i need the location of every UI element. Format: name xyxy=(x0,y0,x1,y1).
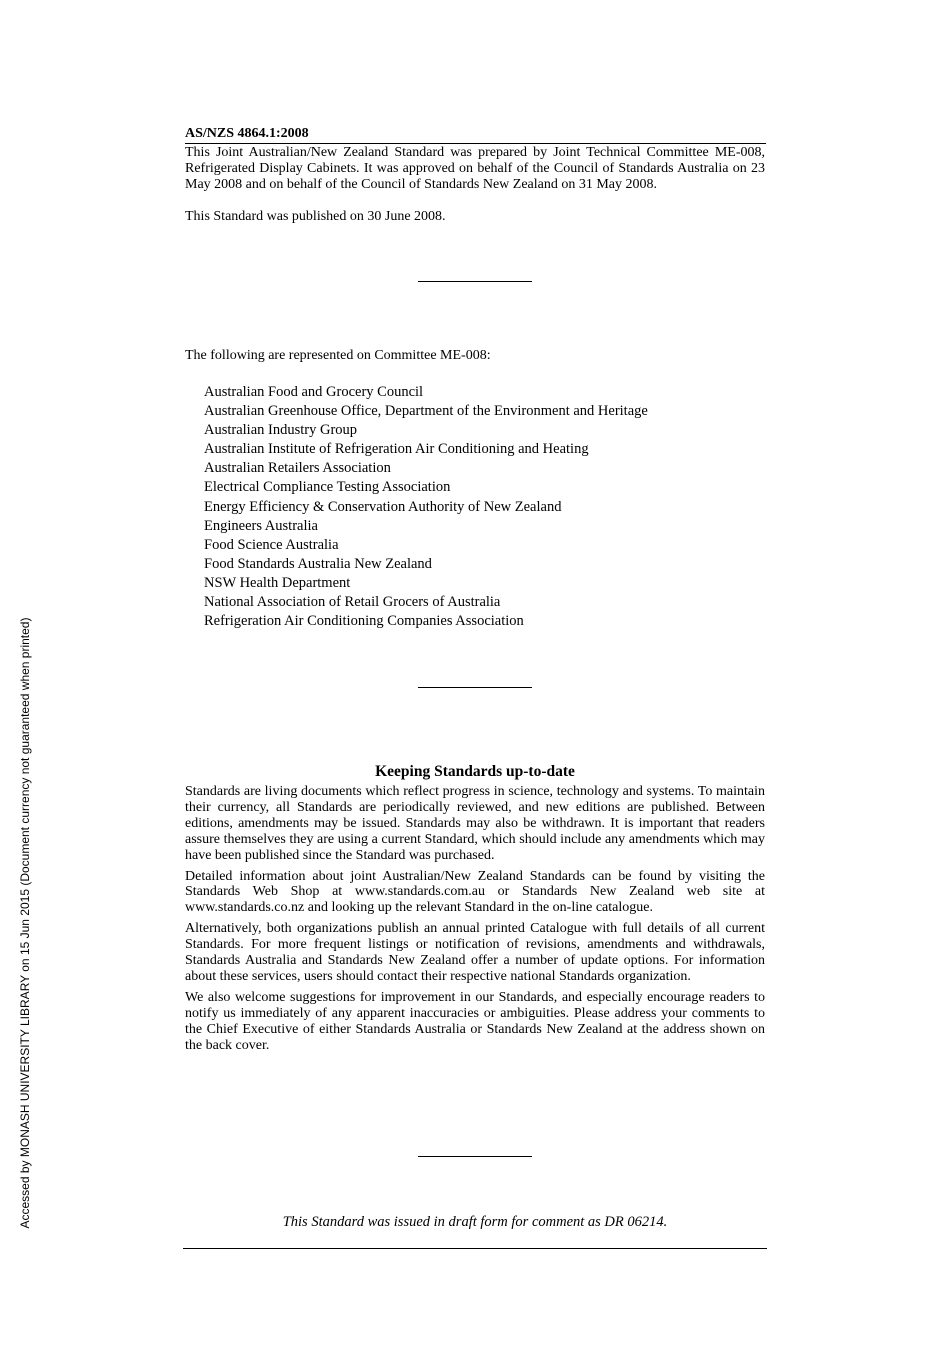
keeping-standards-body xyxy=(185,784,765,1059)
body-paragraph: Alternatively, both organizations publish an annual printed Catalogue with full details of all current Standards. For more frequent listings or notification of revisions, amendments and withdrawals, Standards Australia and Standards New Zealand offer a number of update options. For information about these services, users should contact their respective national Standards organization. xyxy=(185,921,765,984)
document-page xyxy=(185,0,765,1345)
publication-date-line: This Standard was published on 30 June 2008. xyxy=(185,209,446,224)
footer-rule xyxy=(183,1248,767,1249)
committee-member-list xyxy=(204,383,648,631)
committee-member: Australian Industry Group xyxy=(204,422,358,439)
keeping-standards-heading: Keeping Standards up-to-date xyxy=(375,763,575,780)
committee-member: Food Science Australia xyxy=(204,536,339,553)
body-paragraph: We also welcome suggestions for improvement in our Standards, and especially encourage readers to notify us immediately of any apparent inaccuracies or ambiguities. Please address your comments to the Chief Executive of either Standards Australia or Standards New Zealand at the address shown on the back cover. xyxy=(185,989,765,1053)
committee-member: Australian Retailers Association xyxy=(204,460,391,477)
section-divider-1 xyxy=(418,281,532,282)
committee-member: Electrical Compliance Testing Association xyxy=(204,479,451,496)
preparation-paragraph: This Joint Australian/New Zealand Standard was prepared by Joint Technical Committee ME-008, Refrigerated Display Cabinets. It was approved on behalf of the Council of Standards Australia on 23 May 2008 and on behalf of the Council of Standards New Zealand on 31 May 2008. xyxy=(185,145,765,192)
committee-member: Energy Efficiency & Conservation Authority of New Zealand xyxy=(204,498,562,515)
committee-member: Australian Institute of Refrigeration Air Conditioning and Heating xyxy=(204,441,589,458)
body-paragraph: Detailed information about joint Australian/New Zealand Standards can be found by visiting the Standards Web Shop at www.standards.com.au or Standards New Zealand web site at www.standards.co.nz and looking up the relevant Standard in the on-line catalogue. xyxy=(185,868,765,916)
committee-intro: The following are represented on Committee ME-008: xyxy=(185,348,491,363)
header-rule xyxy=(185,143,766,144)
committee-member: Food Standards Australia New Zealand xyxy=(204,555,432,572)
access-watermark: Accessed by MONASH UNIVERSITY LIBRARY on 15 Jun 2015 (Document currency not guaranteed when printed) xyxy=(18,617,32,1229)
committee-member: Australian Greenhouse Office, Department of the Environment and Heritage xyxy=(204,403,648,420)
draft-note: This Standard was issued in draft form for comment as DR 06214. xyxy=(282,1214,668,1230)
body-paragraph: Standards are living documents which reflect progress in science, technology and systems. To maintain their currency, all Standards are periodically reviewed, and new editions are published. Between editions, amendments may be issued. Standards may also be withdrawn. It is important that readers assure themselves they are using a current Standard, which should include any amendments which may have been published since the Standard was purchased. xyxy=(185,784,765,863)
committee-member: Australian Food and Grocery Council xyxy=(204,384,424,400)
committee-member: Engineers Australia xyxy=(204,517,318,534)
committee-member: NSW Health Department xyxy=(204,574,351,591)
section-divider-2 xyxy=(418,687,532,688)
standard-code: AS/NZS 4864.1:2008 xyxy=(185,126,309,141)
section-divider-3 xyxy=(418,1156,532,1157)
committee-member: National Association of Retail Grocers of Australia xyxy=(204,594,501,611)
committee-member: Refrigeration Air Conditioning Companies Association xyxy=(204,613,524,630)
